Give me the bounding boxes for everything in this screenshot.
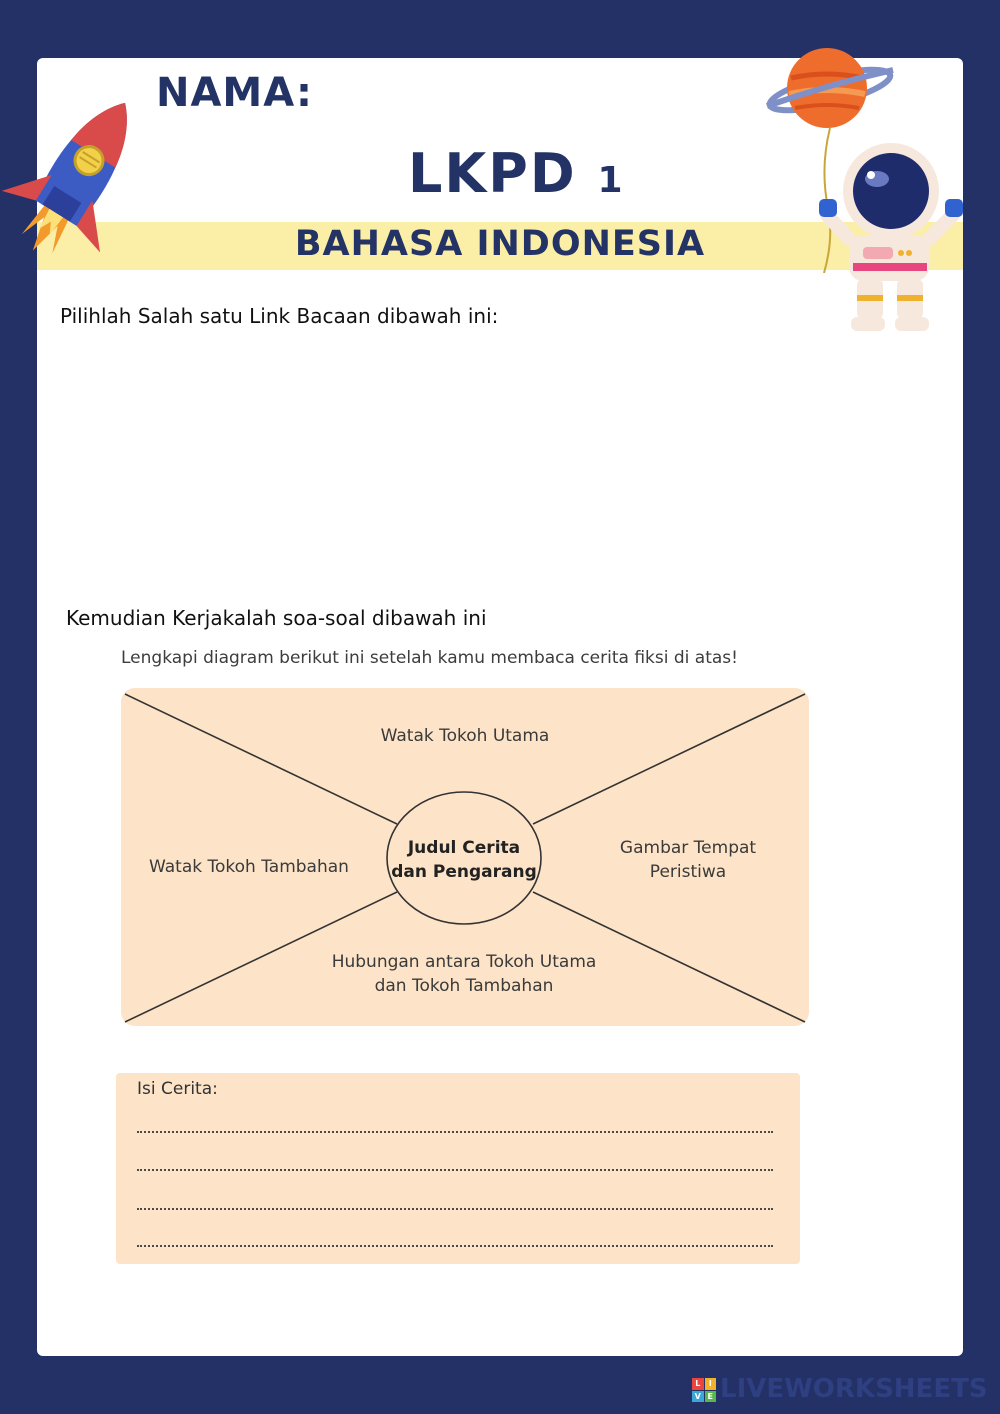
diagram-right-line1: Gambar Tempat — [619, 838, 757, 858]
footer-brand[interactable]: LIVEWORKSHEETS — [720, 1374, 988, 1404]
diagram-center-label[interactable] — [384, 836, 544, 884]
answer-line[interactable] — [137, 1245, 773, 1247]
diagram-right-label[interactable] — [600, 836, 776, 884]
liveworksheets-logo-icon — [692, 1378, 716, 1402]
badge-letter: I — [705, 1378, 717, 1390]
answer-line[interactable] — [137, 1131, 773, 1133]
diagram-top-label[interactable]: Watak Tokoh Utama — [380, 726, 550, 746]
diagram-bottom-label[interactable] — [304, 950, 624, 998]
answer-line[interactable] — [137, 1208, 773, 1210]
answer-line[interactable] — [137, 1169, 773, 1171]
planet-icon — [765, 44, 895, 134]
badge-letter: E — [705, 1391, 717, 1403]
diagram-center-line2: dan Pengarang — [391, 862, 537, 882]
story-content-box — [116, 1073, 800, 1264]
badge-letter: V — [692, 1391, 704, 1403]
page-title — [408, 142, 625, 205]
diagram-bottom-line1: Hubungan antara Tokoh Utama — [331, 952, 597, 972]
story-content-label: Isi Cerita: — [137, 1079, 218, 1099]
badge-letter: L — [692, 1378, 704, 1390]
diagram-center-line1: Judul Cerita — [407, 838, 521, 858]
diagram-right-line2: Peristiwa — [649, 862, 727, 882]
diagram-left-label[interactable]: Watak Tokoh Tambahan — [149, 857, 349, 877]
instruction-complete-diagram: Lengkapi diagram berikut ini setelah kamu membaca cerita fiksi di atas! — [121, 648, 738, 668]
instruction-choose-link: Pilihlah Salah satu Link Bacaan dibawah ini: — [60, 304, 499, 328]
page-title-number: 1 — [597, 160, 625, 201]
instruction-then-do: Kemudian Kerjakalah soa-soal dibawah ini — [66, 606, 487, 630]
subject-title: BAHASA INDONESIA — [294, 224, 706, 264]
diagram-bottom-line2: dan Tokoh Tambahan — [374, 976, 554, 996]
name-label: NAMA: — [156, 70, 313, 116]
page-title-text: LKPD — [408, 142, 577, 205]
